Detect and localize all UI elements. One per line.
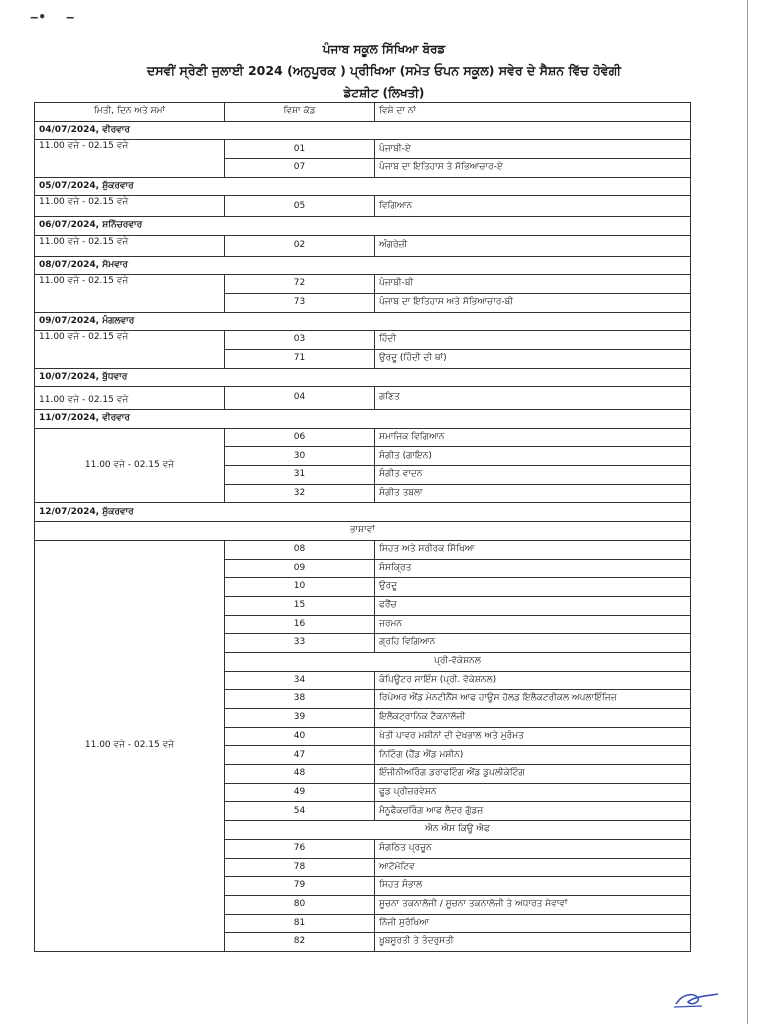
- subject-name: ਇਲੈਕਟ੍ਰਾਨਿਕ ਟੈਕਨਾਲੋਜੀ: [375, 709, 691, 728]
- subject-code: 81: [225, 914, 375, 933]
- header-date-time: ਮਿਤੀ, ਦਿਨ ਅਤੇ ਸਮਾਂ: [35, 103, 225, 122]
- subject-name: ਸੰਗੀਤ (ਗਾਇਨ): [375, 447, 691, 466]
- subject-name: ਸੰਗੀਤ ਵਾਦਨ: [375, 466, 691, 485]
- subject-code: 16: [225, 615, 375, 634]
- subject-name: ਮੈਨੂਫੈਕਚਰਿੰਗ ਆਫ ਲੈਦਰ ਗੁੱਡਜ਼: [375, 802, 691, 821]
- subject-name: ਪੰਜਾਬ ਦਾ ਇਤਿਹਾਸ ਅਤੇ ਸੱਭਿਆਚਾਰ-ਬੀ: [375, 293, 691, 312]
- subject-name: ਫਰੈਂਚ: [375, 596, 691, 615]
- time-cell: 11.00 ਵਜੇ - 02.15 ਵਜੇ: [35, 196, 225, 217]
- subject-name: ਪੰਜਾਬੀ-ਬੀ: [375, 275, 691, 294]
- subject-code: 08: [225, 540, 375, 559]
- subject-code: 54: [225, 802, 375, 821]
- time-cell: 11.00 ਵਜੇ - 02.15 ਵਜੇ: [35, 331, 225, 368]
- scan-mark-left: ‒•: [30, 10, 47, 24]
- subject-row: [35, 428, 691, 447]
- subject-name: ਜਰਮਨ: [375, 615, 691, 634]
- subject-code: 10: [225, 578, 375, 597]
- header-subject-code: ਵਿਸ਼ਾ ਕੋਡ: [225, 103, 375, 122]
- day8-body: [35, 503, 691, 952]
- subject-code: 79: [225, 877, 375, 896]
- time-cell: 11.00 ਵਜੇ - 02.15 ਵਜੇ: [35, 235, 225, 256]
- document-header: [0, 38, 768, 104]
- subject-name: ਵਿਗਿਆਨ: [375, 196, 691, 217]
- subject-code: 30: [225, 447, 375, 466]
- subject-code: 02: [225, 235, 375, 256]
- subject-code: 82: [225, 933, 375, 952]
- time-cell: 11.00 ਵਜੇ - 02.15 ਵਜੇ: [35, 428, 225, 503]
- subject-name: ਪੰਜਾਬੀ-ਏ: [375, 140, 691, 159]
- table-header-row: [35, 103, 691, 122]
- subject-name: ਗ੍ਰਹਿ ਵਿਗਿਆਨ: [375, 634, 691, 653]
- subject-code: 31: [225, 466, 375, 485]
- subject-code: 15: [225, 596, 375, 615]
- days-body: [35, 121, 691, 503]
- date-row: [35, 177, 691, 196]
- subject-name: ਗਣਿਤ: [375, 387, 691, 410]
- datesheet-title: ਡੇਟਸ਼ੀਟ (ਲਿਖਤੀ): [343, 86, 425, 100]
- date-cell: 08/07/2024, ਸੋਮਵਾਰ: [35, 256, 691, 275]
- subject-name: ਹਿੰਦੀ: [375, 331, 691, 350]
- time-cell: 11.00 ਵਜੇ - 02.15 ਵਜੇ: [35, 140, 225, 177]
- date-cell: 06/07/2024, ਸ਼ਨਿੱਚਰਵਾਰ: [35, 217, 691, 236]
- subject-name: ਸੰਸਕ੍ਰਿਤ: [375, 559, 691, 578]
- exam-title: ਦਸਵੀਂ ਸ੍ਰੇਣੀ ਜੁਲਾਈ 2024 (ਅਨੁਪੂਰਕ ) ਪ੍ਰੀਖਿਆ (ਸਮੇਤ ਓਪਨ ਸਕੂਲ) ਸਵੇਰ ਦੇ ਸੈਸ਼ਨ ਵਿੱਚ ਹੋਵੇਗੀ: [146, 63, 622, 78]
- subject-code: 33: [225, 634, 375, 653]
- subject-code: 01: [225, 140, 375, 159]
- board-title: ਪੰਜਾਬ ਸਕੂਲ ਸਿੱਖਿਆ ਬੋਰਡ: [322, 42, 446, 56]
- date-cell: 11/07/2024, ਵੀਰਵਾਰ: [35, 410, 691, 429]
- date-cell: 12/07/2024, ਸ਼ੁੱਕਰਵਾਰ: [35, 503, 691, 522]
- subject-code: 03: [225, 331, 375, 350]
- subject-name: ਸੰਗਠਿਤ ਪ੍ਰਚੂਨ: [375, 839, 691, 858]
- subject-name: ਆਟੋਮੋਟਿਵ: [375, 858, 691, 877]
- subject-row: [35, 275, 691, 294]
- subject-name: ਖੇਤੀ ਪਾਵਰ ਮਸ਼ੀਨਾਂ ਦੀ ਦੇਖਭਾਲ ਅਤੇ ਮੁਰੰਮਤ: [375, 727, 691, 746]
- subject-code: 09: [225, 559, 375, 578]
- scan-mark-right: ‒: [66, 10, 75, 24]
- subject-code: 73: [225, 293, 375, 312]
- subject-row: [35, 540, 691, 559]
- subject-code: 38: [225, 690, 375, 709]
- time-cell: 11.00 ਵਜੇ - 02.15 ਵਜੇ: [35, 275, 225, 312]
- date-row: [35, 256, 691, 275]
- section-languages: ਭਾਸ਼ਾਵਾਂ: [35, 522, 691, 541]
- subject-name: ਉਰਦੂ (ਹਿੰਦੀ ਦੀ ਥਾਂ): [375, 349, 691, 368]
- date-row: [35, 410, 691, 429]
- subject-code: 32: [225, 484, 375, 503]
- subject-code: 34: [225, 671, 375, 690]
- date-cell: 05/07/2024, ਸ਼ੁੱਕਰਵਾਰ: [35, 177, 691, 196]
- subject-name: ਫੂਡ ਪ੍ਰੀਜ਼ਰਵੇਸ਼ਨ: [375, 783, 691, 802]
- subject-code: 76: [225, 839, 375, 858]
- subject-row: [35, 387, 691, 410]
- subject-name: ਸੰਗੀਤ ਤਬਲਾ: [375, 484, 691, 503]
- subject-name: ਖੂਬਸੂਰਤੀ ਤੇ ਤੰਦਰੁਸਤੀ: [375, 933, 691, 952]
- signature-mark: [672, 986, 722, 1010]
- subject-name: ਇੰਜੀਨੀਅਰਿੰਗ ਡਰਾਫਟਿੰਗ ਐਂਡ ਡੁਪਲੀਕੇਟਿੰਗ: [375, 765, 691, 784]
- date-row: [35, 503, 691, 522]
- datesheet-table: [34, 102, 691, 952]
- subject-code: 07: [225, 159, 375, 178]
- date-cell: 04/07/2024, ਵੀਰਵਾਰ: [35, 121, 691, 140]
- subject-name: ਨਿਟਿੰਗ (ਹੈਂਡ ਐਂਡ ਮਸ਼ੀਨ): [375, 746, 691, 765]
- subject-row: [35, 331, 691, 350]
- subject-name: ਪੰਜਾਬ ਦਾ ਇਤਿਹਾਸ ਤੇ ਸੱਭਿਆਚਾਰ-ਏ: [375, 159, 691, 178]
- subject-code: 78: [225, 858, 375, 877]
- subject-name: ਸੂਚਨਾ ਤਕਨਾਲੋਜੀ / ਸੂਚਨਾ ਤਕਨਾਲੋਜੀ ਤੇ ਅਧਾਰਤ ਸੇਵਾਵਾਂ: [375, 895, 691, 914]
- subject-code: 47: [225, 746, 375, 765]
- subject-name: ਸਿਹਤ ਸੰਭਾਲ: [375, 877, 691, 896]
- subject-code: 05: [225, 196, 375, 217]
- date-row: [35, 217, 691, 236]
- section-row: [35, 522, 691, 541]
- subject-name: ਉਰਦੂ: [375, 578, 691, 597]
- time-cell: 11.00 ਵਜੇ - 02.15 ਵਜੇ: [35, 540, 225, 951]
- scan-edge-line: [747, 0, 748, 1024]
- date-row: [35, 312, 691, 331]
- section-nsqf: ਐਨ ਐਸ ਕਿਊ ਐਫ: [225, 821, 691, 840]
- date-row: [35, 121, 691, 140]
- time-cell: 11.00 ਵਜੇ - 02.15 ਵਜੇ: [35, 387, 225, 410]
- subject-code: 06: [225, 428, 375, 447]
- subject-code: 39: [225, 709, 375, 728]
- subject-code: 40: [225, 727, 375, 746]
- date-cell: 09/07/2024, ਮੰਗਲਵਾਰ: [35, 312, 691, 331]
- subject-row: [35, 196, 691, 217]
- subject-code: 71: [225, 349, 375, 368]
- subject-name: ਸਮਾਜਿਕ ਵਿਗਿਆਨ: [375, 428, 691, 447]
- subject-code: 72: [225, 275, 375, 294]
- subject-name: ਕੰਪਿਊਟਰ ਸਾਇੰਸ (ਪ੍ਰੀ. ਵੋਕੇਸ਼ਨਲ): [375, 671, 691, 690]
- subject-code: 80: [225, 895, 375, 914]
- subject-row: [35, 140, 691, 159]
- subject-code: 49: [225, 783, 375, 802]
- date-row: [35, 368, 691, 387]
- subject-row: [35, 235, 691, 256]
- subject-name: ਸਿਹਤ ਅਤੇ ਸਰੀਰਕ ਸਿੱਖਿਆ: [375, 540, 691, 559]
- subject-code: 48: [225, 765, 375, 784]
- header-subject-name: ਵਿਸ਼ੇ ਦਾ ਨਾਂ: [375, 103, 691, 122]
- subject-code: 04: [225, 387, 375, 410]
- subject-name: ਰਿਪੇਅਰ ਐਂਡ ਮੇਨਟੀਨੈਂਸ ਆਫ ਹਾਊਸ ਹੋਲਡ ਇਲੈਕਟਰੀਕਲ ਅਪਲਾਇੰਜਿਜ਼: [375, 690, 691, 709]
- date-cell: 10/07/2024, ਬੁੱਧਵਾਰ: [35, 368, 691, 387]
- subject-name: ਨਿੱਜੀ ਸੁਰੱਖਿਆ: [375, 914, 691, 933]
- section-prevocational: ਪ੍ਰੀ-ਵੋਕੇਸ਼ਨਲ: [225, 652, 691, 671]
- subject-name: ਅੰਗਰੇਜ਼ੀ: [375, 235, 691, 256]
